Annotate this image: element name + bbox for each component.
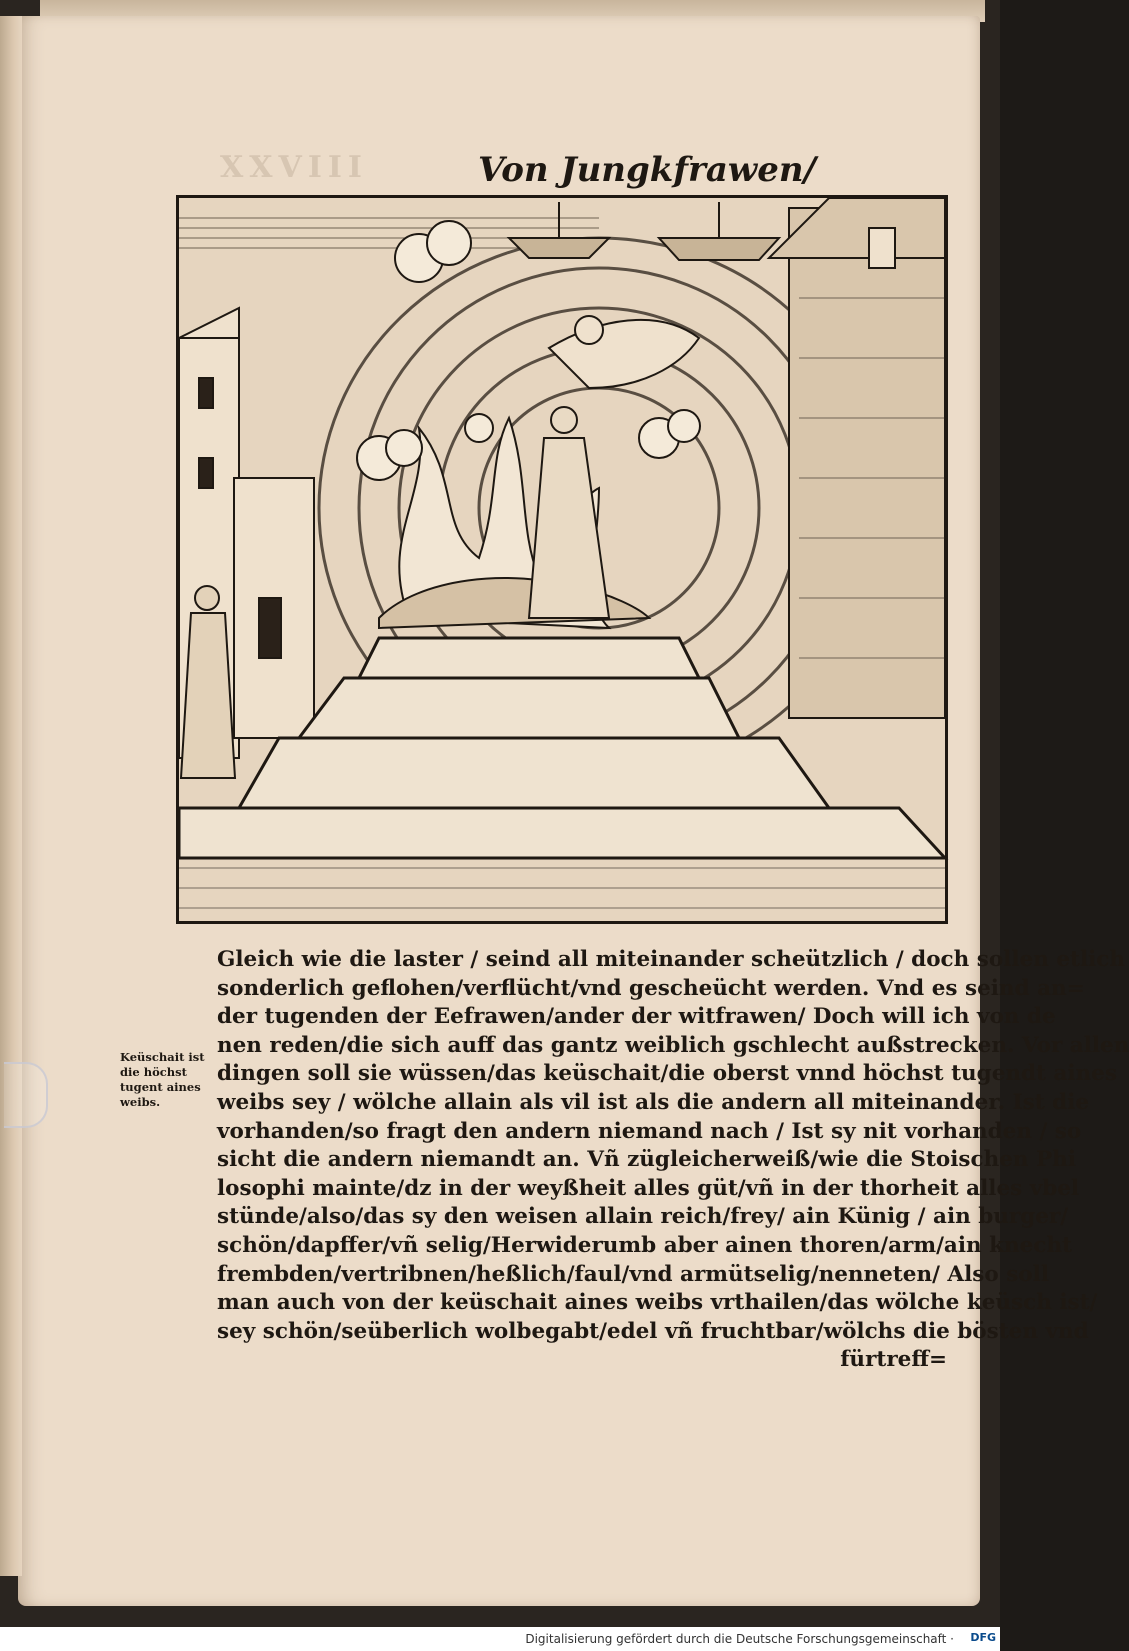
catchword: fürtreff= — [840, 1347, 947, 1373]
text-line: losophi mainte/dz in der weyßheit alles güt/vñ in der thorheit alles vbel — [217, 1175, 1080, 1201]
woodcut-illustration — [176, 195, 948, 924]
body-text — [217, 946, 1129, 1375]
footer-credit: Digitalisierung gefördert durch die Deutsche Forschungsgemeinschaft · — [525, 1632, 954, 1646]
text-line: vorhanden/so fragt den andern niemand nach / Ist sy nit vorhanden / so — [217, 1118, 1082, 1144]
text-line: frembden/vertribnen/heßlich/faul/vnd armütselig/nenneten/ Also soll — [217, 1261, 1049, 1287]
text-line: schön/dapffer/vñ selig/Herwiderumb aber ainen thoren/arm/ain knecht — [217, 1232, 1073, 1258]
text-line: dingen soll sie wüssen/das keüschait/die oberst vnnd höchst tugendt aines — [217, 1061, 1117, 1087]
text-line: Gleich wie die laster / seind all miteinander scheützlich / doch sollen etlich — [217, 947, 1125, 972]
marginal-note: Keüschait ist die höchst tugent aines weibs. — [120, 1050, 205, 1109]
text-line: sey schön/seüberlich wolbegabt/edel vñ fruchtbar/wölchs die bösten vnd — [217, 1318, 1089, 1344]
page-left-edge — [0, 16, 22, 1576]
running-head: Von Jungkfrawen/ — [478, 150, 816, 190]
digitization-footer — [0, 1627, 1000, 1651]
text-line: sicht die andern niemandt an. Vñ zügleicherweiß/wie die Stoischen Phi — [217, 1147, 1076, 1173]
text-line: weibs sey / wölche allain als vil ist als die andern all miteinander. Ist die — [217, 1089, 1090, 1115]
text-line: nen reden/die sich auff das gantz weiblich gschlecht außstrecken. Vor allen — [217, 1032, 1129, 1058]
text-line: man auch von der keüschait aines weibs vrthailen/das wölche keüsch ist/ — [217, 1290, 1098, 1316]
text-line: stünde/also/das sy den weisen allain reich/frey/ ain Künig / ain burger/ — [217, 1204, 1069, 1230]
text-line: der tugenden der Eefrawen/ander der witfrawen/ Doch will ich von de — [217, 1004, 1056, 1030]
dfg-logo: DFG — [970, 1631, 996, 1644]
text-line: sonderlich geflohen/verflücht/vnd gescheücht werden. Vnd es seind an= — [217, 975, 1085, 1001]
bleed-through-folio: XXVIII — [220, 150, 368, 185]
page-clip — [4, 1062, 48, 1128]
